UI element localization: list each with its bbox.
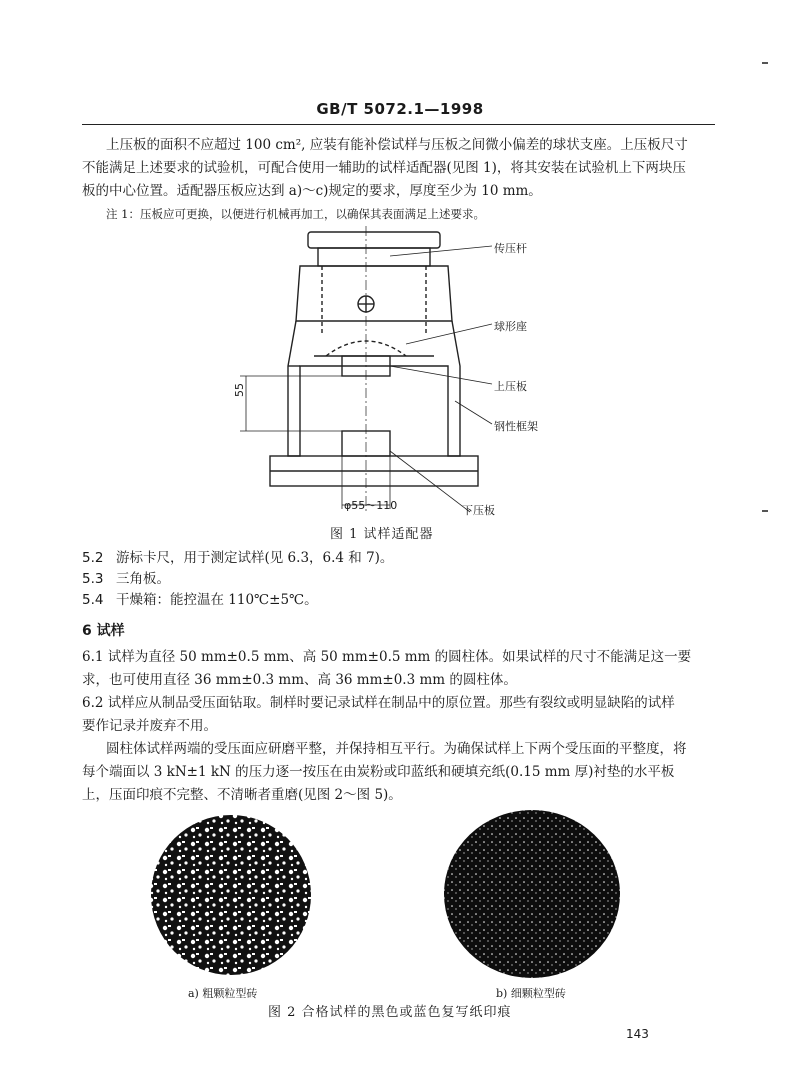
item-5-3 (82, 567, 170, 587)
margin-tick (762, 62, 768, 64)
item-number: 5.3 (82, 571, 104, 587)
label-spherical-seat: 球形座 (494, 320, 527, 333)
figure1-caption: 图 1 试样适配器 (330, 527, 434, 542)
para-top-line1: 上压板的面积不应超过 100 cm², 应装有能补偿试样与压板之间微小偏差的球状支座。上压板尺寸 (106, 137, 688, 153)
figure2-sub-a: a) 粗颗粒型砖 (188, 987, 258, 1000)
para-top-line2: 不能满足上述要求的试验机，可配合使用一辅助的试样适配器(见图 1)，将其安装在试验机上下两块压 (82, 160, 686, 176)
section-6-heading: 6 试样 (82, 623, 125, 639)
figure1-adapter-drawing (230, 226, 590, 516)
dim-vertical: 55 (233, 383, 246, 397)
para-top-line3: 板的中心位置。适配器压板应达到 a)～c)规定的要求，厚度至少为 10 mm。 (82, 183, 542, 199)
item-text: 三角板。 (116, 571, 170, 587)
para-6-3-line3: 上，压面印痕不完整、不清晰者重磨(见图 2～图 5)。 (82, 787, 402, 803)
item-text: 游标卡尺，用于测定试样(见 6.3，6.4 和 7)。 (116, 550, 394, 566)
label-lower-platen: 下压板 (462, 504, 495, 517)
para-6-3-line2: 每个端面以 3 kN±1 kN 的压力逐一按压在由炭粉或印蓝纸和硬填充纸(0.15 mm 厚)衬垫的水平板 (82, 764, 675, 780)
para-6-2-line2: 要作记录并废弃不用。 (82, 718, 217, 734)
figure2-sub-b: b) 细颗粒型砖 (496, 987, 566, 1000)
figure2-caption: 图 2 合格试样的黑色或蓝色复写纸印痕 (268, 1005, 512, 1020)
document-header: GB/T 5072.1—1998 (316, 100, 484, 118)
para-6-3-line1: 圆柱体试样两端的受压面应研磨平整，并保持相互平行。为确保试样上下两个受压面的平整度，将 (106, 741, 687, 757)
item-text: 干燥箱：能控温在 110℃±5℃。 (116, 592, 318, 608)
label-upper-platen: 上压板 (494, 380, 527, 393)
para-6-1-line2: 求，也可使用直径 36 mm±0.3 mm、高 36 mm±0.3 mm 的圆柱体。 (82, 672, 517, 688)
item-number: 5.4 (82, 592, 104, 608)
item-5-2 (82, 546, 393, 566)
label-rod: 传压杆 (494, 242, 527, 255)
margin-tick (762, 510, 768, 512)
figure2-imprint-fine (442, 808, 622, 980)
page-number: 143 (626, 1027, 649, 1041)
item-5-4 (82, 588, 318, 608)
para-6-2-line1: 6.2 试样应从制品受压面钻取。制样时要记录试样在制品中的原位置。那些有裂纹或明显缺陷的试样 (82, 695, 675, 711)
figure2-imprint-coarse (148, 812, 314, 978)
note-1: 注 1：压板应可更换，以便进行机械再加工，以确保其表面满足上述要求。 (106, 207, 485, 221)
dim-horizontal: φ55～110 (344, 499, 398, 512)
label-rigid-frame: 钢性框架 (494, 420, 538, 433)
header-rule (82, 124, 715, 125)
rod-cap (308, 232, 440, 248)
para-6-1-line1: 6.1 试样为直径 50 mm±0.5 mm、高 50 mm±0.5 mm 的圆柱体。如果试样的尺寸不能满足这一要 (82, 649, 692, 665)
item-number: 5.2 (82, 550, 104, 566)
